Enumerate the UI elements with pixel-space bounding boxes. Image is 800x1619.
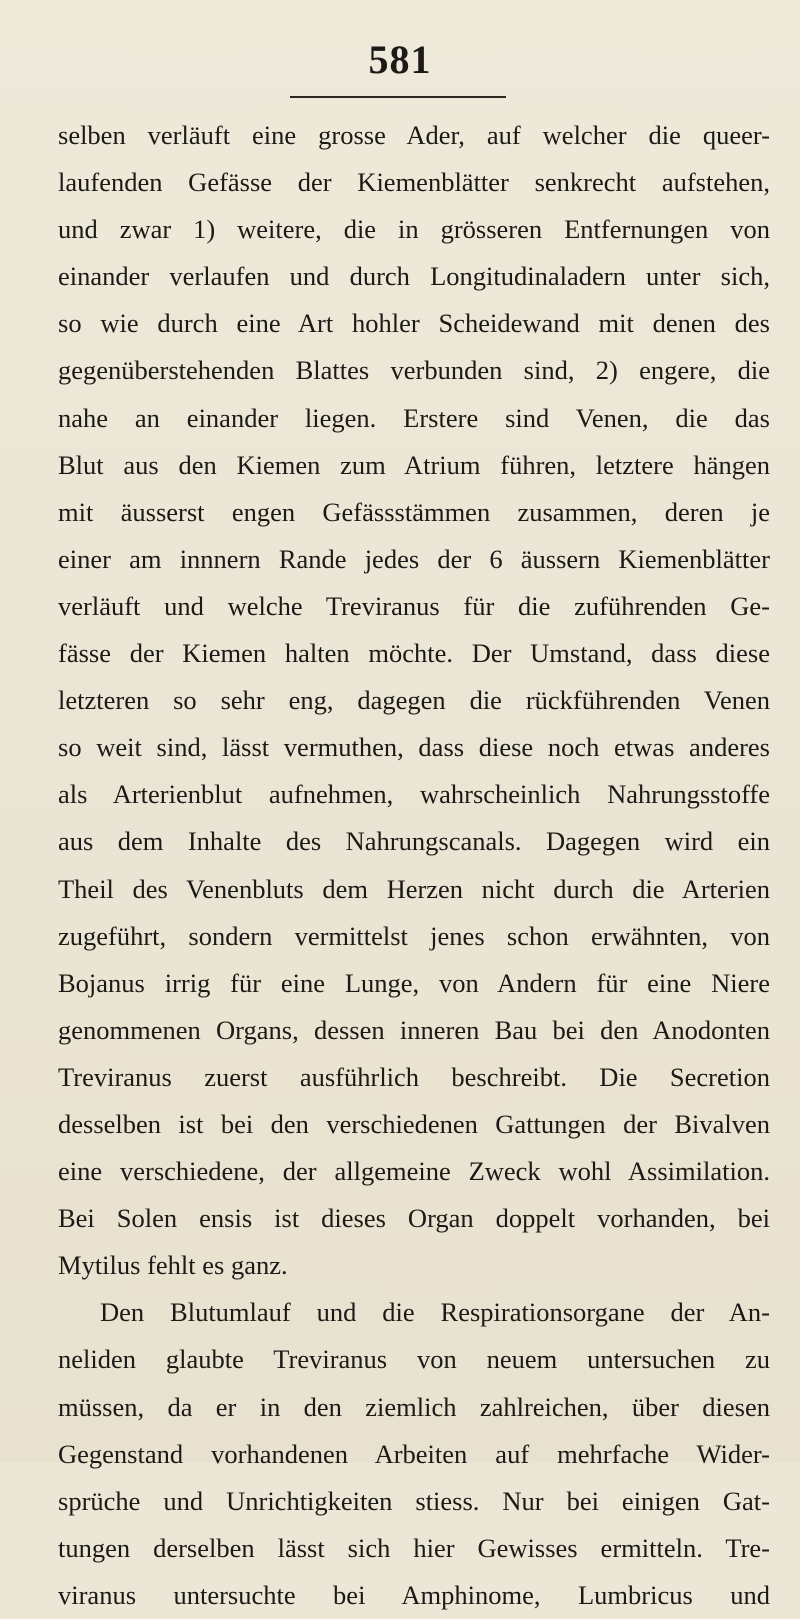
text-line: Bojanus irrig für eine Lunge, von Andern für eine Niere — [58, 967, 770, 998]
text-line: und zwar 1) weitere, die in grösseren Entfernungen von — [58, 214, 770, 245]
text-line: Theil des Venenbluts dem Herzen nicht durch die Arterien — [58, 873, 770, 904]
text-line: müssen, da er in den ziemlich zahlreichen, über diesen — [58, 1391, 770, 1422]
text-line-paragraph-start: Den Blutumlauf und die Respirationsorgane der An- — [100, 1297, 770, 1328]
text-line: so weit sind, lässt vermuthen, dass diese noch etwas anderes — [58, 732, 770, 763]
text-line: gegenüberstehenden Blattes verbunden sind, 2) engere, die — [58, 355, 770, 386]
text-line: desselben ist bei den verschiedenen Gattungen der Bivalven — [58, 1108, 770, 1139]
page-number-rule — [290, 96, 506, 98]
text-line: Blut aus den Kiemen zum Atrium führen, letztere hängen — [58, 449, 770, 480]
text-line: so wie durch eine Art hohler Scheidewand mit denen des — [58, 308, 770, 339]
text-line: eine verschiedene, der allgemeine Zweck wohl Assimilation. — [58, 1156, 770, 1187]
text-line: Treviranus zuerst ausführlich beschreibt. Die Secretion — [58, 1061, 770, 1092]
text-line: neliden glaubte Treviranus von neuem untersuchen zu — [58, 1344, 770, 1375]
text-line: zugeführt, sondern vermittelst jenes schon erwähnten, von — [58, 920, 770, 951]
text-line: selben verläuft eine grosse Ader, auf welcher die queer- — [58, 120, 770, 150]
page-number: 581 — [368, 37, 432, 82]
text-line: sprüche und Unrichtigkeiten stiess. Nur bei einigen Gat- — [58, 1485, 770, 1516]
text-line: fässe der Kiemen halten möchte. Der Umstand, dass diese — [58, 638, 770, 669]
body-text — [58, 112, 770, 1619]
text-line: viranus untersuchte bei Amphinome, Lumbricus und — [58, 1579, 770, 1610]
text-line: letzteren so sehr eng, dagegen die rückführenden Venen — [58, 685, 770, 716]
text-line-paragraph-end: Mytilus fehlt es ganz. — [58, 1250, 288, 1281]
text-line: verläuft und welche Treviranus für die zuführenden Ge- — [58, 590, 770, 621]
text-line: genommenen Organs, dessen inneren Bau bei den Anodonten — [58, 1014, 770, 1045]
text-line: einander verlaufen und durch Longitudinaladern unter sich, — [58, 261, 770, 292]
text-line: nahe an einander liegen. Erstere sind Venen, die das — [58, 402, 770, 433]
text-line: Gegenstand vorhandenen Arbeiten auf mehrfache Wider- — [58, 1438, 770, 1469]
text-line: Bei Solen ensis ist dieses Organ doppelt vorhanden, bei — [58, 1203, 770, 1234]
text-line: aus dem Inhalte des Nahrungscanals. Dagegen wird ein — [58, 826, 770, 857]
text-line: einer am innnern Rande jedes der 6 äussern Kiemenblätter — [58, 543, 770, 574]
text-line: mit äusserst engen Gefässstämmen zusammen, deren je — [58, 496, 770, 527]
text-line: tungen derselben lässt sich hier Gewisses ermitteln. Tre- — [58, 1532, 770, 1563]
text-line: als Arterienblut aufnehmen, wahrscheinlich Nahrungsstoffe — [58, 779, 770, 810]
text-line: laufenden Gefässe der Kiemenblätter senkrecht aufstehen, — [58, 167, 770, 198]
